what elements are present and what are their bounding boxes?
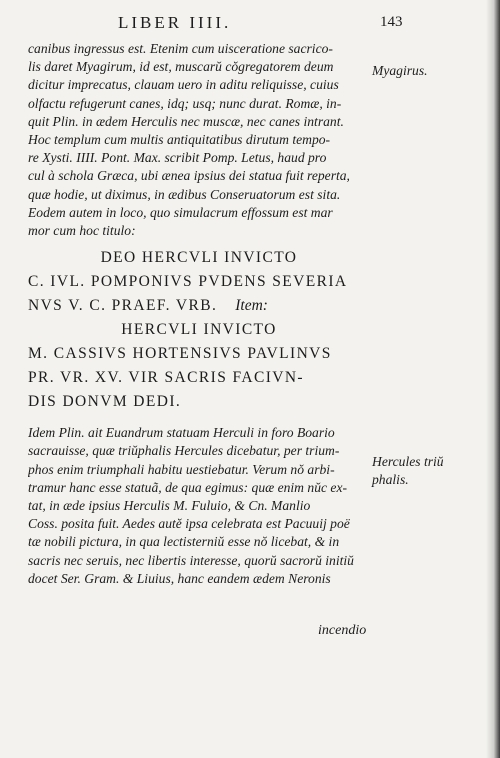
text-line: sacrauisse, quæ triŭphalis Hercules dicebatur, per trium- xyxy=(28,443,340,459)
inscription-line: C. IVL. POMPONIVS PVDENS SEVERIA xyxy=(28,273,348,291)
paragraph-1 xyxy=(28,40,370,240)
text-line: phos enim triumphali habitu uestiebatur. Verum nŏ arbi- xyxy=(28,461,335,477)
margin-note-line: Hercules triŭ xyxy=(372,454,444,469)
text-line: sacris nec seruis, nec libertis interesse, quorŭ sacrorŭ initiŭ xyxy=(28,552,354,568)
margin-note-myagirus: Myagirus. xyxy=(372,63,428,78)
text-line: cul à schola Græca, ubi ænea ipsius dei statua fuit reperta, xyxy=(28,168,350,184)
inscription-line: DEO HERCVLI INVICTO xyxy=(100,249,298,267)
text-line: mor cum hoc titulo: xyxy=(28,223,136,239)
catchword: incendio xyxy=(318,623,367,638)
page-header xyxy=(0,13,500,39)
inscription-line: PR. VR. XV. VIR SACRIS FACIVN- xyxy=(28,369,304,387)
inscription-item-label: Item: xyxy=(235,297,268,315)
inscription-text: NVS V. C. PRAEF. VRB. xyxy=(28,297,218,315)
text-line: Coss. posita fuit. Aedes autĕ ipsa celebrata est Pacuuij poë xyxy=(28,516,350,532)
inscription-line xyxy=(28,294,370,318)
page-gutter-shadow xyxy=(486,0,500,758)
margin-note-line: phalis. xyxy=(372,472,409,488)
text-line: Eodem autem in loco, quo simulacrum effossum est mar xyxy=(28,204,333,220)
running-head: LIBER IIII. xyxy=(118,13,232,32)
inscription-line: HERCVLI INVICTO xyxy=(121,321,277,339)
text-line: lis daret Myagirum, id est, muscarŭ cŏgregatorem deum xyxy=(28,59,334,75)
text-line: dicitur imprecatus, clauam uero in aditu reliquisse, cuius xyxy=(28,77,339,93)
margin-note-hercules xyxy=(372,453,444,489)
text-line: quit Plin. in ædem Herculis nec muscæ, nec canes intrant. xyxy=(28,113,344,129)
text-line: tat, in æde ipsius Herculis M. Fuluio, & Cn. Manlio xyxy=(28,498,311,514)
text-line: tæ nobili pictura, in qua lectisterniŭ esse nŏ licebat, & in xyxy=(28,534,340,550)
main-text-block xyxy=(28,40,370,588)
text-line: Idem Plin. ait Euandrum statuam Herculi in foro Boario xyxy=(28,425,335,441)
text-line: olfactu refugerunt canes, idq; usq; nunc durat. Romæ, in- xyxy=(28,95,342,111)
text-line: canibus ingressus est. Etenim cum uisceratione sacrico- xyxy=(28,41,333,56)
inscription-line: DIS DONVM DEDI. xyxy=(28,393,182,411)
paragraph-2 xyxy=(28,424,370,588)
text-line: quæ hodie, ut diximus, in ædibus Conseruatorum est sita. xyxy=(28,186,341,202)
text-line: docet Ser. Gram. & Liuius, hanc eandem ædem Neronis xyxy=(28,570,331,586)
page-number: 143 xyxy=(380,14,403,30)
latin-inscription xyxy=(28,246,370,414)
text-line: re Xysti. IIII. Pont. Max. scribit Pomp. Letus, haud pro xyxy=(28,150,327,166)
inscription-line: M. CASSIVS HORTENSIVS PAVLINVS xyxy=(28,345,332,363)
text-line: tramur hanc esse statuã, de qua egimus: quæ enim nŭc ex- xyxy=(28,479,348,495)
text-line: Hoc templum cum multis antiquitatibus dirutum tempo- xyxy=(28,132,331,148)
